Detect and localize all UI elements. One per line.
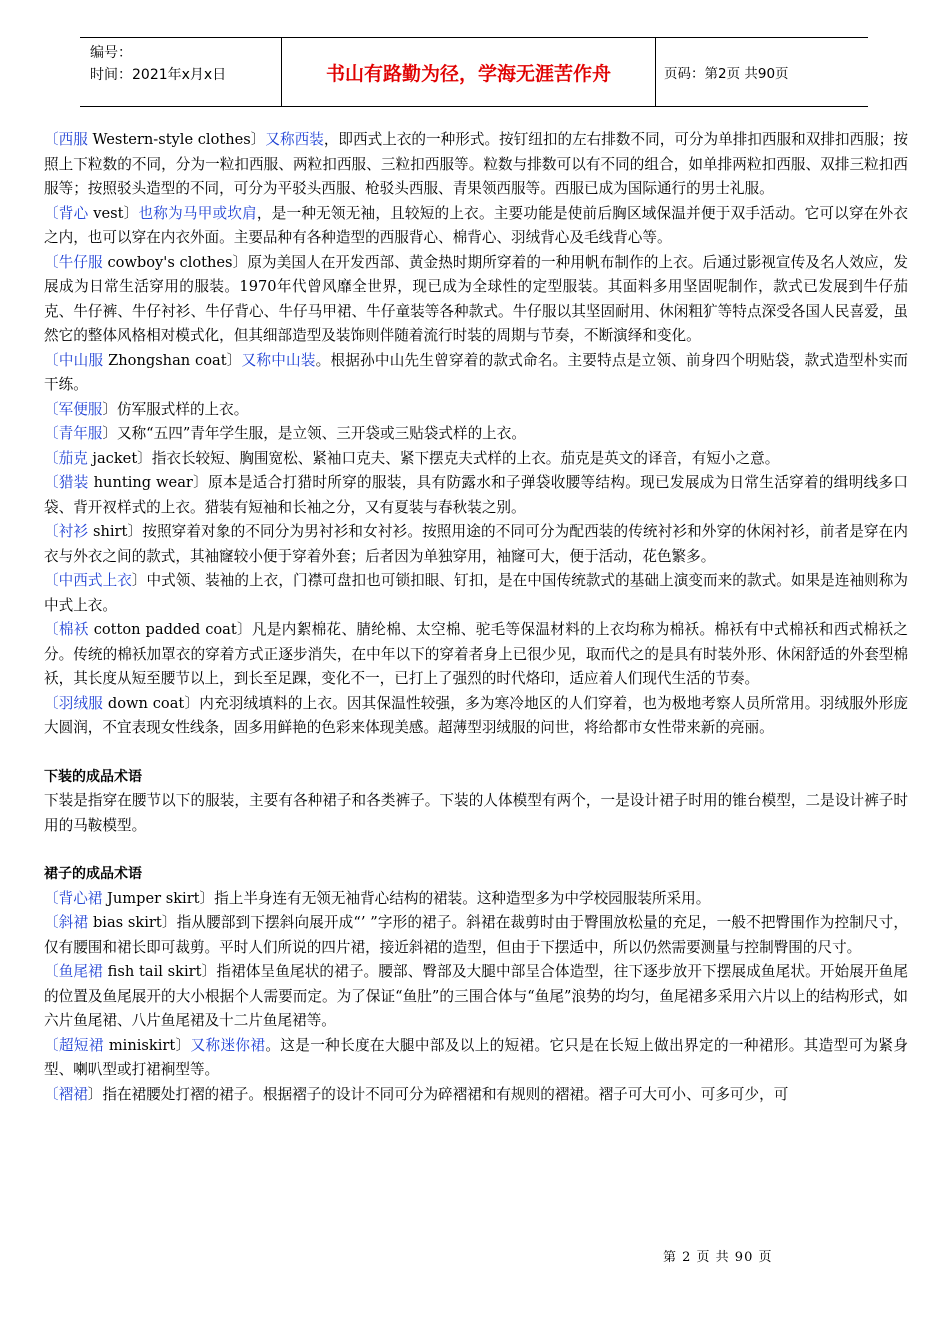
term-definition: jacket〕指衣长较短、胸围宽松、紧袖口克夫、紧下摆克夫式样的上衣。茄克是英文的译音，有短小之意。 [87,449,780,467]
term-paragraph [44,887,908,912]
term-definition: miniskirt〕 [103,1036,191,1054]
term-name: 〔斜裙 [44,914,89,931]
term-name: 〔茄克 [44,449,88,467]
term-paragraph [44,422,908,447]
term-name: 〔背心 [44,204,89,222]
term-name: 〔超短裙 [44,1036,104,1054]
term-paragraph [44,1034,908,1083]
term-paragraph [44,128,908,202]
term-name: 〔衬衫 [44,523,89,540]
term-name: 〔西服 [44,131,88,148]
term-definition: Zhongshan coat〕 [103,351,242,369]
section-title-skirts: 裙子的成品术语 [44,866,142,882]
term-definition: 〕指在裙腰处打褶的裙子。根据褶子的设计不同可分为碎褶裙和有规则的褶裙。褶子可大可小、可多可少，可 [87,1085,789,1103]
term-body: ，即西式上衣的一种形式。按钉纽扣的左右排数不同，可分为单排扣西服和双排扣西服；按照上下粒数的不同，分为一粒扣西服、两粒扣西服、三粒扣西服等。粒数与排数可以有不同的组合，如单排两粒扣西服、双排三粒扣西服等；按照驳头造型的不同，可分为平驳头西服、枪驳头西服、青果领西服等。西服已成为国际通行的男士礼服。 [44,131,908,197]
term-definition: vest〕 [88,204,139,222]
term-name: 〔背心裙 [44,889,103,907]
term-paragraph [44,398,908,423]
term-name: 〔猎装 [44,474,89,491]
page-header [80,37,868,107]
term-paragraph [44,692,908,741]
term-paragraph [44,471,908,520]
term-definition: down coat〕内充羽绒填料的上衣。因其保温性较强，多为寒冷地区的人们穿着，也为极地考察人员所常用。羽绒服外形庞大圆润，不宜表现女性线条，固多用鲜艳的色彩来体现美感。超薄型羽绒服的问世，将给都市女性带来新的亮丽。 [44,694,908,736]
term-name: 〔军便服 [44,400,103,418]
term-definition: 〕仿军服式样的上衣。 [102,400,249,418]
term-name: 〔棉袄 [44,621,89,638]
term-body: ，是一种无领无袖，且较短的上衣。主要功能是使前后胸区域保温并便于双手活动。它可以穿在外衣之内，也可以穿在内衣外面。主要品种有各种造型的西服背心、棉背心、羽绒背心及毛线背心等。 [44,204,908,246]
section-text-lower-garments: 下装是指穿在腰节以下的服装，主要有各种裙子和各类裤子。下装的人体模型有两个，一是设计裙子时用的锥台模型，二是设计裤子时用的马鞍模型。 [44,792,908,834]
term-name: 〔中山服 [44,351,104,369]
term-definition: cotton padded coat〕凡是内絮棉花、腈纶棉、太空棉、驼毛等保温材料的上衣均称为棉袄。棉袄有中式棉袄和西式棉袄之分。传统的棉袄加罩衣的穿着方式正逐步消失，在中年以下的穿着者身上已很少见，取而代之的是具有时装外形、休闲舒适的外套型棉袄，其长度从短至腰节以上，到长至足踝，变化不一，已打上了强烈的时代烙印，适应着人们现代生活的节奏。 [44,621,908,687]
term-definition: cowboy's clothes〕原为美国人在开发西部、黄金热时期所穿着的一种用帆布制作的上衣。后通过影视宣传及名人效应，发展成为日常生活穿用的服装。1970年代曾风靡全世界，现已成为全球性的定型服装。其面料多用坚固呢制作，款式已发展到牛仔茄克、牛仔裤、牛仔衬衫、牛仔背心、牛仔马甲裙、牛仔童装等各种款式。牛仔服以其坚固耐用、休闲粗犷等特点深受各国人民喜爱，虽然它的整体风格相对模式化，但其细部造型及装饰则伴随着流行时装的周期与节奏，不断演绎和变化。 [44,253,908,344]
number-label: 编号： [90,45,132,61]
term-name: 〔鱼尾裙 [44,963,103,980]
section-title-lower-garments: 下装的成品术语 [44,768,142,785]
term-definition: shirt〕按照穿着对象的不同分为男衬衫和女衬衫。按照用途的不同可分为配西装的传统衬衫和外穿的休闲衬衫，前者是穿在内衣与外衣之间的款式，其袖窿较小便于穿着外套；后者因为单独穿用，袖窿可大，便于活动，花色繁多。 [44,523,908,565]
term-body: 。根据孙中山先生曾穿着的款式命名。主要特点是立领、前身四个明贴袋，款式造型朴实而干练。 [44,351,908,393]
term-definition: fish tail skirt〕指裙体呈鱼尾状的裙子。腰部、臀部及大腿中部呈合体造型，往下逐步放开下摆展成鱼尾状。开始展开鱼尾的位置及鱼尾展开的大小根据个人需要而定。为了保证“鱼肚”的三围合体与“鱼尾”浪势的均匀，鱼尾裙多采用六片以上的结构形式，如六片鱼尾裙、八片鱼尾裙及十二片鱼尾裙等。 [44,963,908,1029]
page-footer: 第 2 页 共 90 页 [663,1250,773,1265]
term-paragraph [44,447,908,472]
term-paragraph [44,1083,908,1108]
term-paragraph [44,520,908,569]
term-alias: 又称西装 [265,131,324,148]
term-name: 〔羽绒服 [44,694,104,712]
term-definition: 〕又称“五四”青年学生服，是立领、三开袋或三贴袋式样的上衣。 [102,425,526,442]
time-label: 时间：2021年x月x日 [90,67,227,83]
term-paragraph [44,202,908,251]
term-definition: Jumper skirt〕指上半身连有无领无袖背心结构的裙装。这种造型多为中学校园服装所采用。 [102,889,711,907]
header-meta [80,38,281,106]
term-name: 〔牛仔服 [44,253,103,271]
term-paragraph [44,911,908,960]
term-alias: 也称为马甲或坎肩 [138,204,257,222]
garment-terms-list [44,128,908,741]
header-motto: 书山有路勤为径，学海无涯苦作舟 [281,38,656,106]
term-definition: hunting wear〕原本是适合打猎时所穿的服装，具有防露水和子弹袋收腰等结构。现已发展成为日常生活穿着的缉明线多口袋、背开衩样式的上衣。猎装有短袖和长袖之分，又有夏装与春秋装之别。 [44,474,908,516]
term-alias: 又称中山装 [241,351,316,369]
term-alias: 又称迷你裙 [190,1036,266,1054]
document-body [44,128,908,1107]
term-name: 〔中西式上衣 [44,572,132,589]
term-body: 。这是一种长度在大腿中部及以上的短裙。它只是在长短上做出界定的一种裙形。其造型可为紧身型、喇叭型或打裙裥型等。 [44,1036,908,1078]
header-page-info: 页码：第2页 共90页 [664,66,789,82]
term-paragraph [44,960,908,1034]
term-name: 〔褶裙 [44,1085,88,1103]
term-definition: 〕中式领、装袖的上衣，门襟可盘扣也可锁扣眼、钉扣，是在中国传统款式的基础上演变而来的款式。如果是连袖则称为中式上衣。 [44,572,908,614]
term-paragraph [44,569,908,618]
term-paragraph [44,251,908,349]
term-name: 〔青年服 [44,425,103,442]
term-paragraph [44,349,908,398]
term-definition: bias skirt〕指从腰部到下摆斜向展开成“’ ”字形的裙子。斜裙在裁剪时由于臀围放松量的充足，一般不把臀围作为控制尺寸，仅有腰围和裙长即可裁剪。平时人们所说的四片裙，接近斜裙的造型，但由于下摆适中，所以仍然需要测量与控制臀围的尺寸。 [44,914,908,956]
skirt-terms-list [44,887,908,1108]
term-definition: Western-style clothes〕 [87,131,266,148]
term-paragraph [44,618,908,692]
